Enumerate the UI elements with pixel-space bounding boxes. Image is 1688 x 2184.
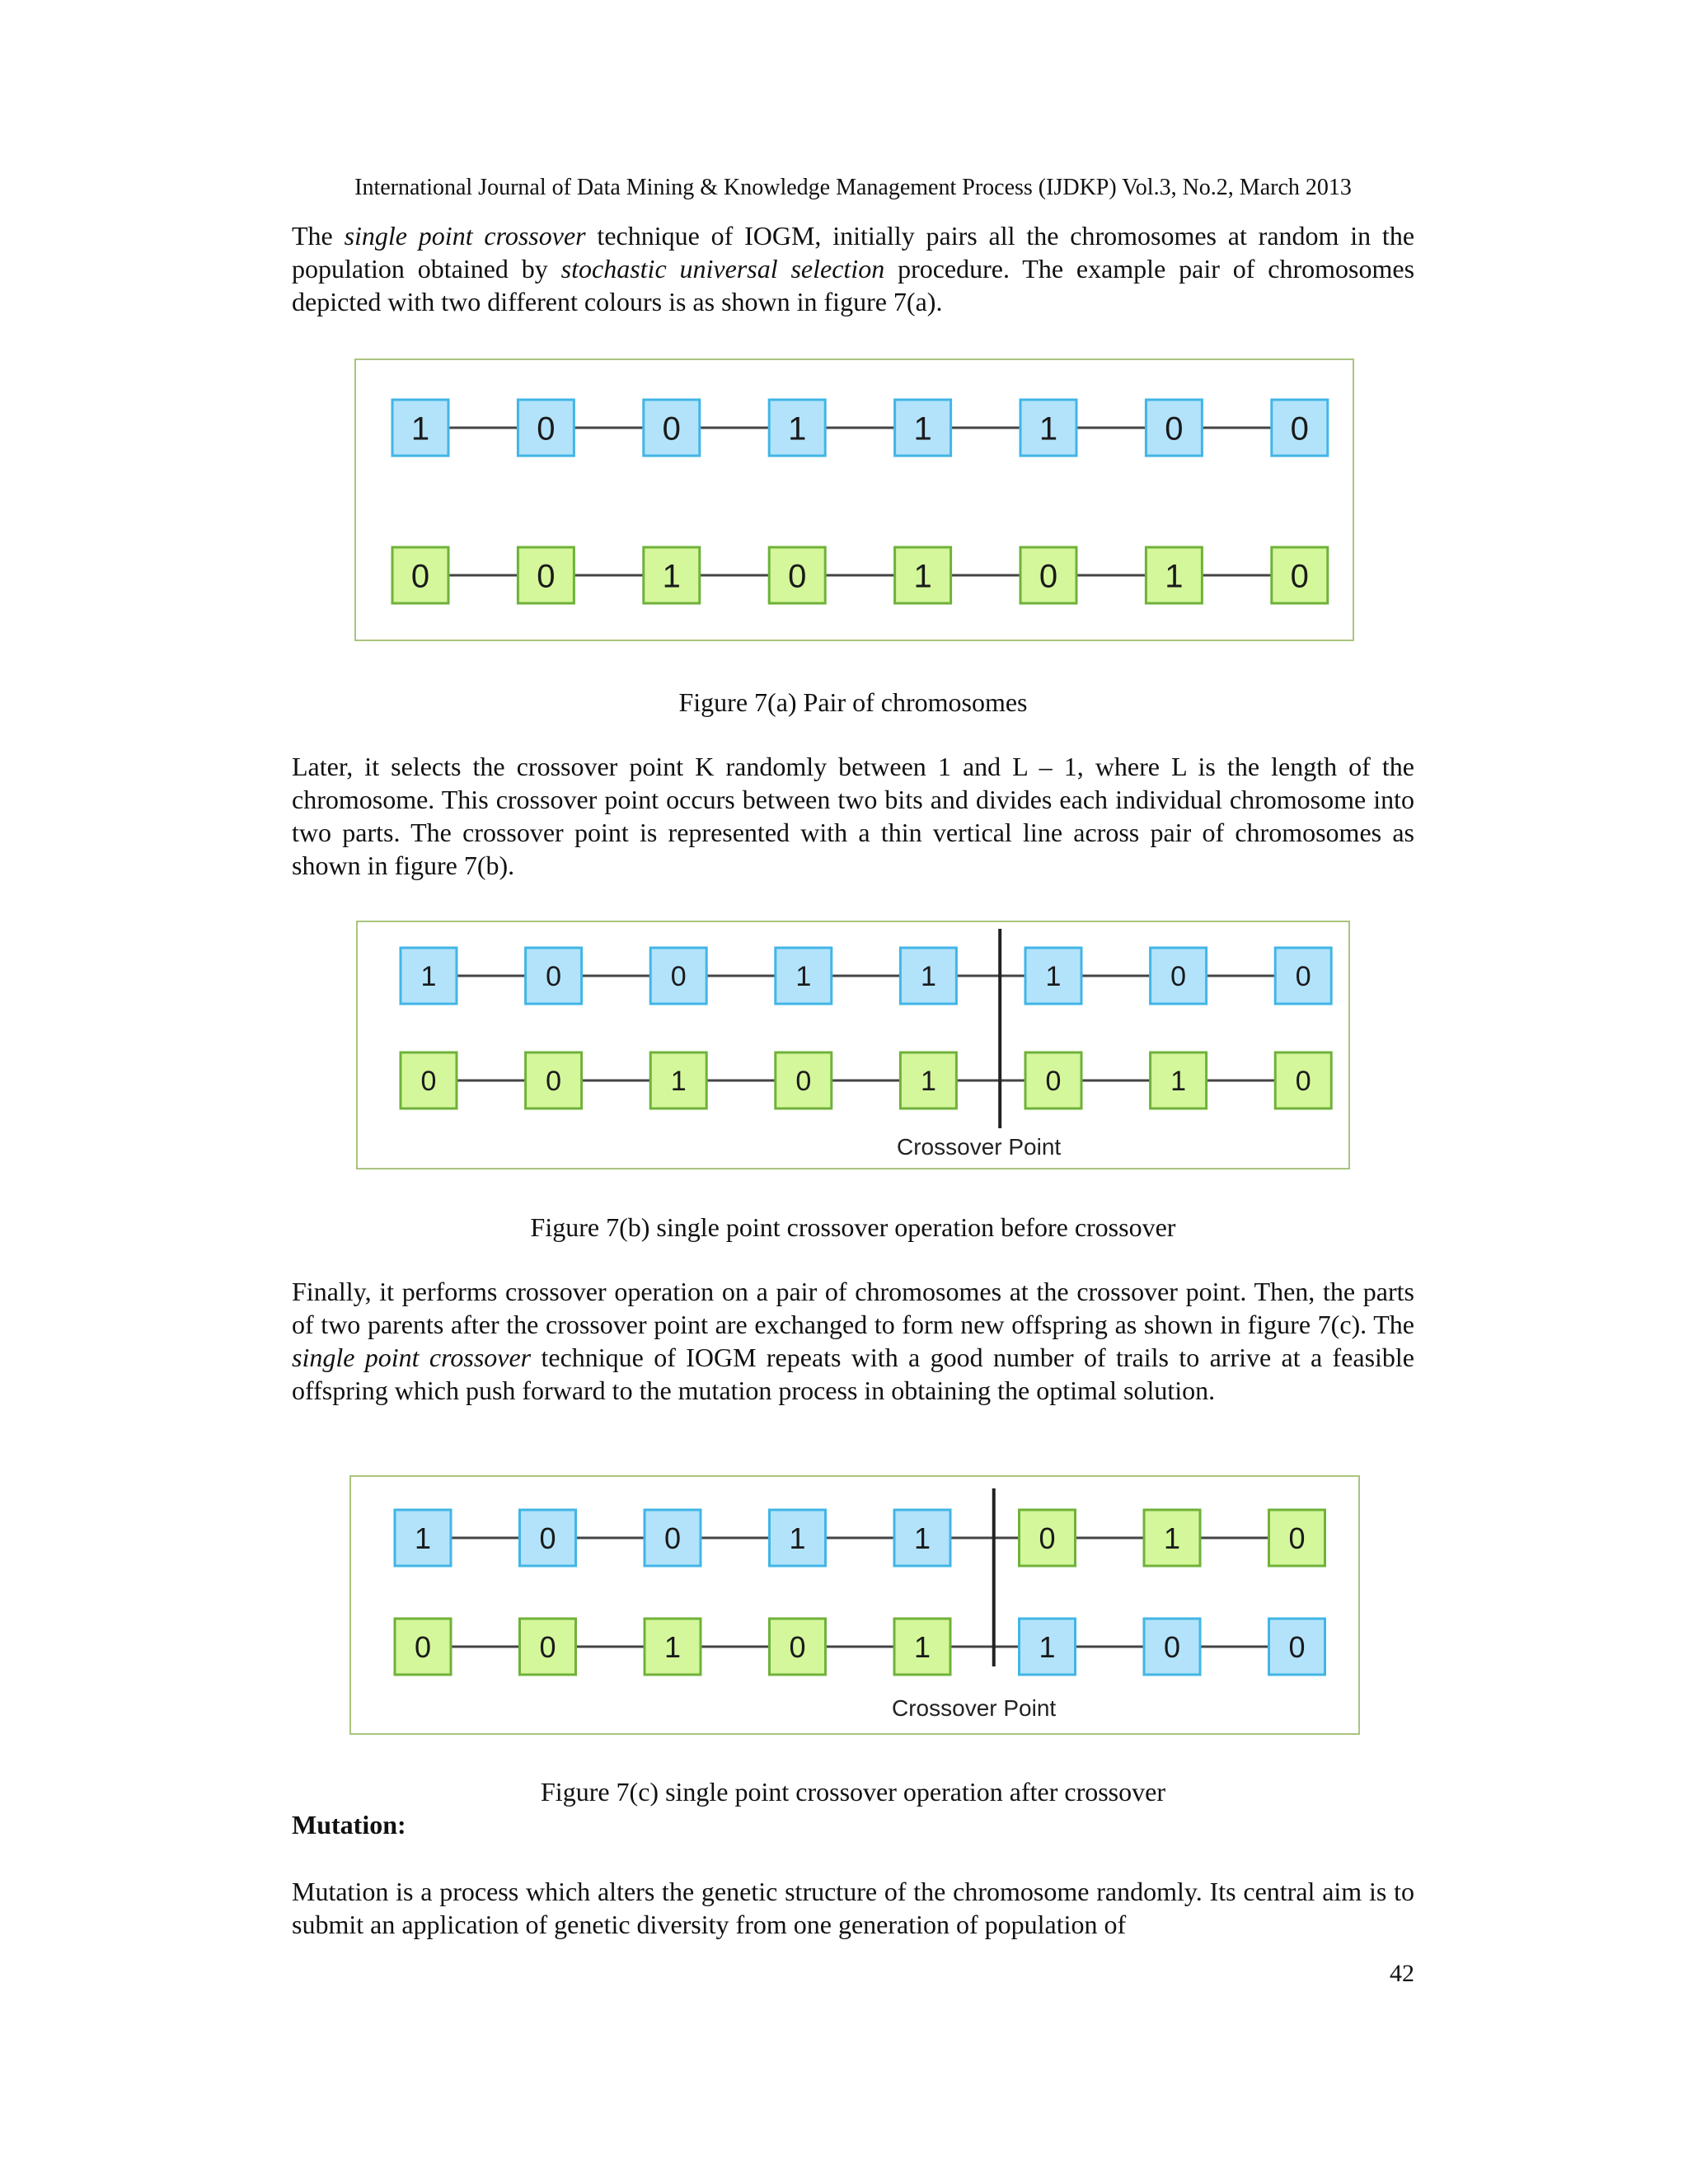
gene-value: 1 [1170, 1066, 1187, 1098]
gene-box [520, 1510, 576, 1566]
gene-value: 0 [410, 558, 430, 595]
gene-value: 1 [1165, 558, 1184, 595]
gene-value: 0 [537, 410, 556, 448]
gene-value: 0 [1288, 1629, 1306, 1664]
crossover-point-label: Crossover Point [897, 1134, 1062, 1160]
gene-value: 1 [913, 1521, 931, 1555]
emphasis-stochastic-universal-selection: stochastic universal selection [560, 254, 885, 284]
gene-box [518, 547, 574, 603]
gene-box [1272, 547, 1328, 603]
figure-7b [356, 921, 1350, 1169]
gene-box [526, 948, 582, 1004]
gene-box [392, 547, 448, 603]
gene-box [770, 1619, 826, 1675]
gene-value: 1 [913, 410, 932, 448]
gene-value: 1 [1039, 1629, 1056, 1664]
gene-value: 0 [1045, 1066, 1062, 1098]
gene-box [395, 1510, 451, 1566]
gene-value: 0 [414, 1629, 432, 1664]
paragraph-3: Finally, it performs crossover operation on a pair of chromosomes at the crossover point. Then, the parts of two parents after the crossover point are exchanged to form new offspring as shown in figure 7(c). The single point crossover technique of IOGM repeats with a good number of trails to arrive at a feasible offspring which push forward to the mutation process in obtaining the optimal solution. [292, 1277, 1415, 1405]
gene-box [1020, 1619, 1076, 1675]
gene-box [520, 1619, 576, 1675]
figure-7c [349, 1475, 1360, 1735]
gene-value: 1 [913, 1629, 931, 1664]
gene-value: 1 [1039, 410, 1058, 448]
gene-value: 0 [662, 410, 681, 448]
gene-box [1146, 400, 1202, 456]
gene-value: 0 [539, 1521, 556, 1555]
mutation-heading: Mutation: [292, 1810, 406, 1840]
gene-value: 0 [795, 1066, 812, 1098]
gene-box [645, 1619, 701, 1675]
gene-box [1020, 547, 1076, 603]
gene-box [650, 1052, 706, 1108]
gene-box [894, 1619, 950, 1675]
figure-7a [354, 359, 1354, 641]
gene-value: 0 [789, 1629, 806, 1664]
page-number: 42 [1390, 1960, 1414, 1987]
gene-value: 1 [913, 558, 932, 595]
gene-box [644, 400, 700, 456]
emphasis-single-point-crossover: single point crossover [344, 221, 586, 251]
gene-box [894, 1510, 950, 1566]
gene-value: 0 [546, 961, 562, 993]
gene-value: 1 [663, 1629, 682, 1664]
gene-box [1272, 400, 1328, 456]
gene-box [1275, 1052, 1331, 1108]
gene-box [1275, 948, 1331, 1004]
gene-value: 1 [920, 961, 936, 993]
figure-7a-diagram [356, 360, 1353, 640]
paragraph-1: The single point crossover technique of IOGM, initially pairs all the chromosomes at random in the population obtained by stochastic universal selection procedure. The example pair of chromosomes depicted with two different colours is as shown in figure 7(a). [292, 221, 1415, 316]
gene-value: 0 [670, 961, 687, 993]
paragraph-4: Mutation is a process which alters the genetic structure of the chromosome randomly. Its central aim is to submit an application of genetic diversity from one generation of population of [292, 1877, 1414, 1939]
gene-box [776, 948, 832, 1004]
gene-box [1151, 1052, 1207, 1108]
gene-value: 0 [539, 1629, 556, 1664]
gene-value: 0 [1165, 410, 1184, 448]
journal-header: International Journal of Data Mining & Knowledge Management Process (IJDKP) Vol.3, No.2, March 2013 [354, 175, 1352, 200]
gene-box [1144, 1510, 1200, 1566]
figure-7a-caption: Figure 7(a) Pair of chromosomes [678, 687, 1028, 717]
gene-box [526, 1052, 582, 1108]
gene-box [770, 1510, 826, 1566]
gene-box [1146, 547, 1202, 603]
gene-value: 1 [789, 1521, 806, 1555]
gene-box [1144, 1619, 1200, 1675]
gene-box [1269, 1510, 1325, 1566]
gene-box [1151, 948, 1207, 1004]
gene-box [1025, 1052, 1081, 1108]
gene-value: 0 [1288, 1521, 1306, 1555]
gene-value: 1 [1045, 961, 1062, 993]
gene-box [401, 948, 457, 1004]
gene-box [395, 1619, 451, 1675]
gene-value: 0 [420, 1066, 437, 1098]
gene-value: 0 [1290, 410, 1309, 448]
gene-value: 1 [420, 961, 437, 993]
gene-value: 1 [920, 1066, 936, 1098]
gene-value: 0 [1295, 1066, 1311, 1098]
gene-value: 1 [670, 1066, 687, 1098]
gene-value: 1 [795, 961, 812, 993]
gene-box [1020, 400, 1076, 456]
figure-7c-diagram [351, 1477, 1358, 1733]
figure-7b-caption: Figure 7(b) single point crossover operation before crossover [530, 1212, 1176, 1242]
gene-box [645, 1510, 701, 1566]
gene-box [392, 400, 448, 456]
gene-value: 0 [663, 1521, 682, 1555]
gene-box [895, 400, 951, 456]
gene-value: 0 [788, 558, 807, 595]
gene-value: 0 [1039, 558, 1058, 595]
gene-box [900, 948, 956, 1004]
figure-7c-caption: Figure 7(c) single point crossover operation after crossover [541, 1777, 1165, 1807]
crossover-point-label: Crossover Point [892, 1695, 1057, 1721]
gene-value: 0 [546, 1066, 562, 1098]
gene-value: 1 [1163, 1521, 1181, 1555]
gene-value: 1 [788, 410, 807, 448]
gene-box [776, 1052, 832, 1108]
gene-value: 0 [1295, 961, 1311, 993]
figure-7b-diagram [358, 922, 1348, 1168]
gene-box [644, 547, 700, 603]
gene-value: 1 [414, 1521, 432, 1555]
gene-value: 0 [1290, 558, 1309, 595]
gene-value: 1 [410, 410, 430, 448]
gene-box [895, 547, 951, 603]
gene-box [518, 400, 574, 456]
paragraph-2: Later, it selects the crossover point K randomly between 1 and L – 1, where L is the length of the chromosome. This crossover point occurs between two bits and divides each individual chromosome into two parts. The crossover point is represented with a thin vertical line across pair of chromosomes as shown in figure 7(b). [292, 752, 1414, 880]
gene-value: 0 [537, 558, 556, 595]
gene-value: 0 [1039, 1521, 1056, 1555]
gene-box [1269, 1619, 1325, 1675]
gene-value: 0 [1170, 961, 1187, 993]
gene-box [650, 948, 706, 1004]
emphasis-single-point-crossover: single point crossover [292, 1343, 532, 1372]
gene-value: 1 [662, 558, 681, 595]
gene-box [1020, 1510, 1076, 1566]
gene-box [769, 547, 825, 603]
gene-box [401, 1052, 457, 1108]
gene-box [900, 1052, 956, 1108]
gene-value: 0 [1163, 1629, 1181, 1664]
gene-box [769, 400, 825, 456]
gene-box [1025, 948, 1081, 1004]
